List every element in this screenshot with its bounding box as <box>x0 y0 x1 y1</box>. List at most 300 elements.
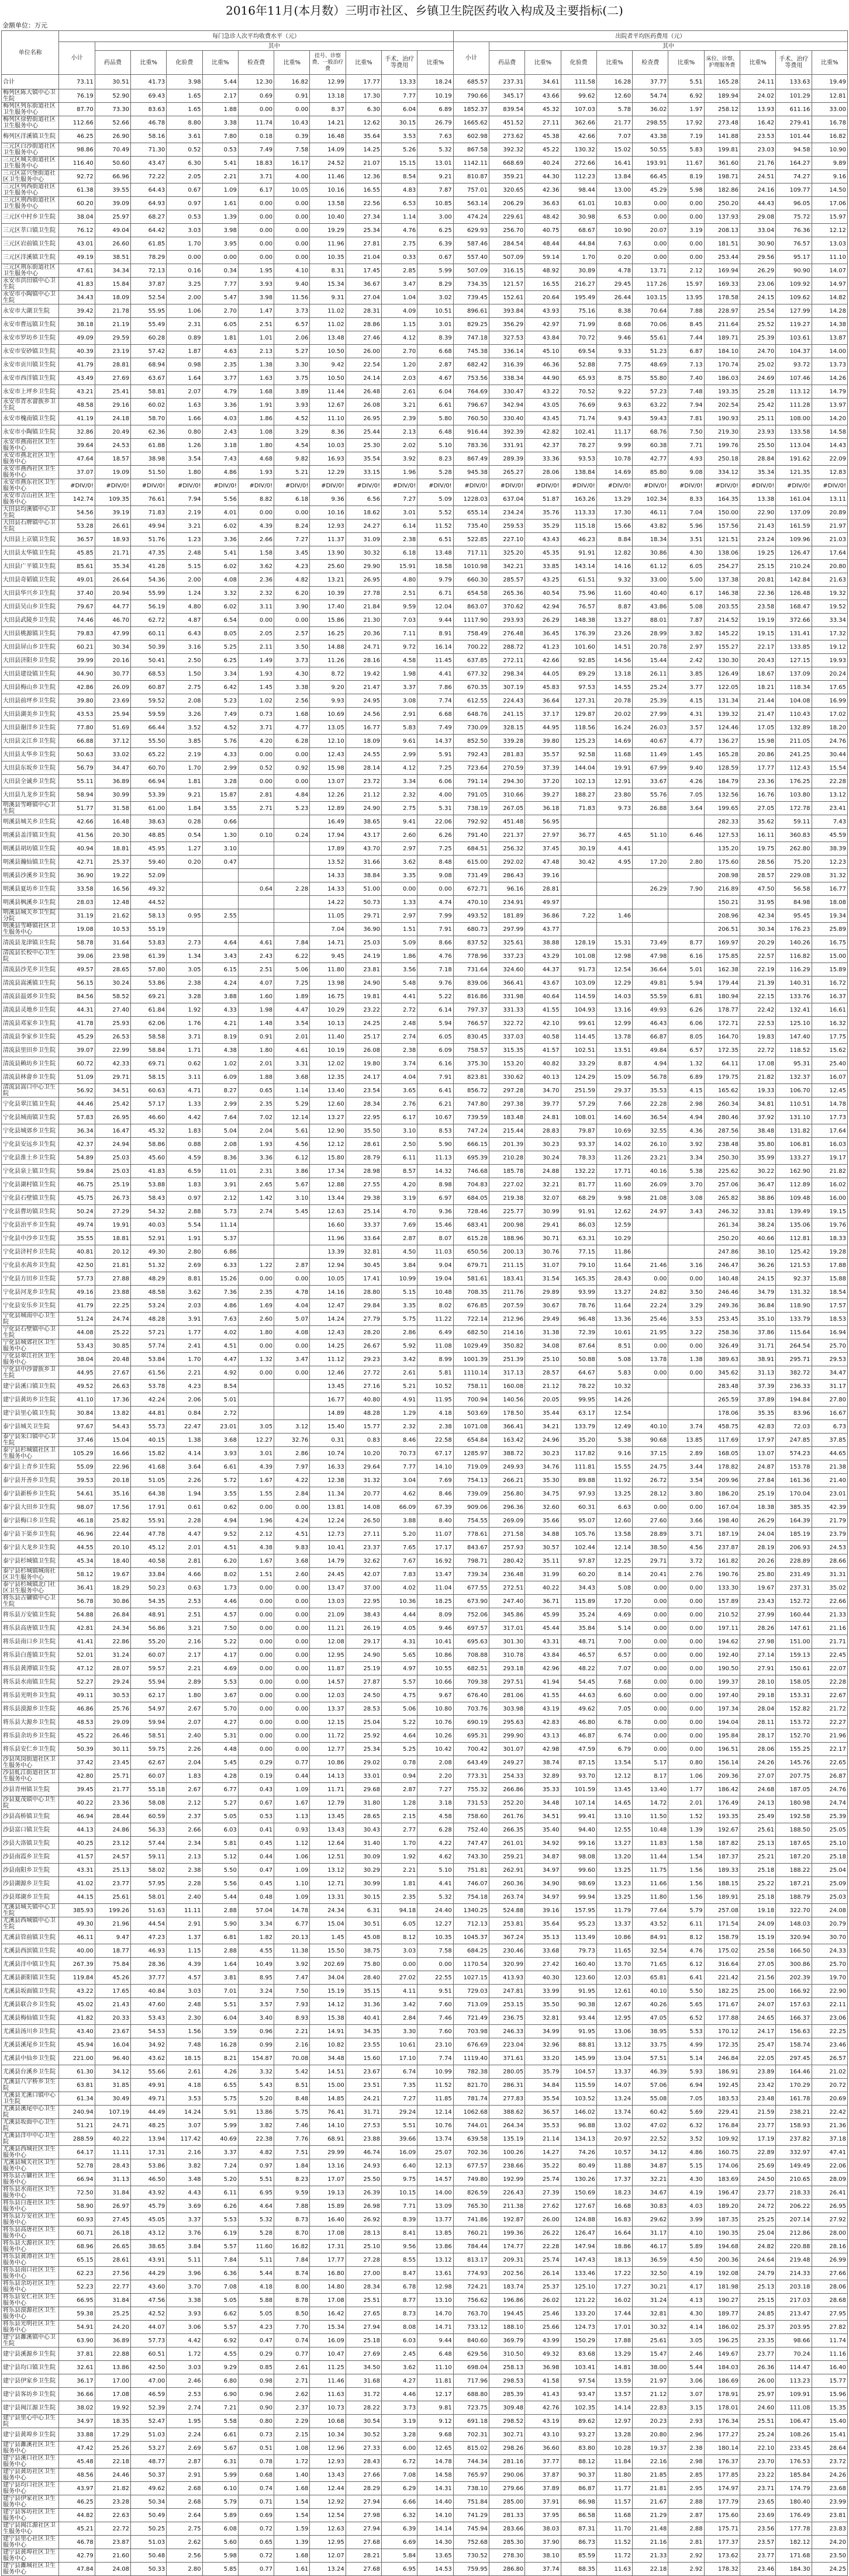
value-cell: 2.72 <box>202 1407 238 1420</box>
value-cell: 25.04 <box>346 1716 381 1729</box>
value-cell <box>561 882 596 896</box>
value-cell: 30.34 <box>95 640 130 654</box>
value-cell: 345.86 <box>489 1608 524 1622</box>
value-cell: 12.93 <box>310 520 346 533</box>
value-cell: 5.81 <box>202 1837 238 1850</box>
value-cell: 6.08 <box>202 2522 238 2536</box>
value-cell: 23.79 <box>812 1528 848 1541</box>
value-cell: 50.33 <box>131 2563 167 2576</box>
value-cell: 26.48 <box>346 385 381 399</box>
value-cell: 5.32 <box>417 1891 453 1904</box>
value-cell: 0.53 <box>167 210 202 224</box>
value-cell: 0.33 <box>381 251 417 264</box>
value-cell: 28.06 <box>740 1743 775 1756</box>
value-cell: 6.02 <box>202 520 238 533</box>
value-cell: 28.14 <box>346 761 381 775</box>
value-cell: 6.18 <box>274 493 310 506</box>
value-cell: 7.63 <box>417 130 453 143</box>
value-cell: 31.36 <box>346 1998 381 2011</box>
value-cell: 87.15 <box>561 1756 596 1770</box>
value-cell: 12.73 <box>310 1528 346 1541</box>
value-cell: 22.16 <box>633 2455 668 2468</box>
value-cell: 227.10 <box>489 533 524 546</box>
value-cell: 230.46 <box>489 1944 524 1958</box>
value-cell: 2.74 <box>238 1205 274 1218</box>
value-cell: 1142.11 <box>453 157 489 170</box>
value-cell: 23.56 <box>740 2522 775 2536</box>
value-cell: 246.32 <box>704 1205 740 1218</box>
value-cell: 14.26 <box>596 1393 632 1407</box>
value-cell: 206.29 <box>489 197 524 210</box>
value-cell: 2.72 <box>381 1003 417 1017</box>
value-cell: 60.93 <box>59 2213 95 2227</box>
value-cell: 187.20 <box>776 1850 812 1864</box>
unit-name-cell: 大田县石牌镇中心卫生院 <box>2 520 59 533</box>
value-cell: 2.04 <box>238 1124 274 1138</box>
value-cell: 1.91 <box>167 1232 202 1245</box>
value-cell: 0.00 <box>633 1716 668 1729</box>
table-row <box>2 103 848 116</box>
value-cell <box>668 909 704 923</box>
value-cell: 43.10 <box>525 2428 561 2442</box>
value-cell: 733.12 <box>453 2321 489 2334</box>
value-cell: 22.95 <box>346 1595 381 1608</box>
value-cell: 48.58 <box>131 1286 167 1299</box>
value-cell: 2.91 <box>167 2468 202 2482</box>
value-cell: 14.21 <box>310 116 346 130</box>
value-cell: 7.48 <box>668 385 704 399</box>
value-cell: 0.41 <box>238 1823 274 1837</box>
value-cell: 26.02 <box>525 2294 561 2307</box>
value-cell: 95.45 <box>776 909 812 923</box>
value-cell: 336.14 <box>489 345 524 358</box>
value-cell: 5.45 <box>274 1205 310 1218</box>
value-cell: 2.28 <box>274 882 310 896</box>
value-cell: 782.38 <box>453 2065 489 2079</box>
value-cell: 7.27 <box>381 2092 417 2106</box>
value-cell: 273.62 <box>489 130 524 143</box>
unit-name-cell: 将乐县南口社区卫生服务中心 <box>2 2267 59 2280</box>
value-cell: 330.62 <box>489 1071 524 1084</box>
value-cell: 0.63 <box>167 1581 202 1595</box>
value-cell: 49.62 <box>131 2482 167 2495</box>
value-cell: #DIV/0! <box>346 479 381 493</box>
table-row <box>2 936 848 950</box>
value-cell: 1.50 <box>167 667 202 681</box>
value-cell: 225.77 <box>489 1205 524 1218</box>
value-cell: 13.16 <box>310 2159 346 2173</box>
value-cell: 2.01 <box>238 1057 274 1071</box>
value-cell: 2.35 <box>202 358 238 372</box>
value-cell: 4.51 <box>202 1339 238 1353</box>
table-row <box>2 640 848 654</box>
value-cell: 7.35 <box>381 2079 417 2092</box>
value-cell: 133.76 <box>776 990 812 1003</box>
value-cell: 11.10 <box>310 412 346 425</box>
value-cell: 57.42 <box>131 345 167 358</box>
value-cell: 13.24 <box>596 2092 632 2106</box>
value-cell: 12.82 <box>596 546 632 560</box>
value-cell: 199.76 <box>704 439 740 452</box>
value-cell: 15.80 <box>310 1151 346 1165</box>
value-cell: 237.87 <box>704 1541 740 1554</box>
value-cell: 20.49 <box>95 425 130 439</box>
value-cell: 189.33 <box>704 1864 740 1877</box>
value-cell: 9.81 <box>417 2401 453 2415</box>
value-cell: 28.09 <box>812 2173 848 2186</box>
value-cell: 752.68 <box>453 2536 489 2549</box>
value-cell: 3.07 <box>167 2119 202 2132</box>
value-cell: 6.14 <box>381 520 417 533</box>
value-cell: 14.24 <box>167 2106 202 2119</box>
value-cell: 16.32 <box>812 1017 848 1030</box>
value-cell: 1.67 <box>238 1474 274 1487</box>
value-cell: 1.49 <box>238 654 274 667</box>
value-cell: 62.17 <box>131 1689 167 1702</box>
value-cell: 38.84 <box>346 869 381 882</box>
value-cell: 115.89 <box>561 1595 596 1608</box>
unit-name-cell: 将乐县万安镇卫生院 <box>2 1608 59 1622</box>
unit-name-cell: 宁化县曹坊镇卫生院 <box>2 1205 59 1218</box>
value-cell: 85.59 <box>561 2549 596 2563</box>
value-cell: 271.58 <box>489 1528 524 1541</box>
value-cell: 0.00 <box>238 1675 274 1689</box>
value-cell: 40.58 <box>525 1030 561 1044</box>
value-cell: 27.00 <box>346 2267 381 2280</box>
value-cell: 27.98 <box>346 2509 381 2522</box>
value-cell: 2.60 <box>274 1568 310 1581</box>
value-cell: 26.29 <box>740 264 775 278</box>
value-cell: 46.96 <box>59 1528 95 1541</box>
table-row <box>2 385 848 399</box>
value-cell: 2.97 <box>381 909 417 923</box>
value-cell: 18.67 <box>740 667 775 681</box>
value-cell: 0.00 <box>274 1716 310 1729</box>
value-cell: 643.49 <box>453 1756 489 1770</box>
value-cell: 24.85 <box>740 2307 775 2321</box>
value-cell: 68.94 <box>131 358 167 372</box>
value-cell: 45.05 <box>131 2213 167 2227</box>
value-cell: 6.02 <box>202 600 238 614</box>
value-cell: 695.63 <box>453 1635 489 1649</box>
value-cell: 320.94 <box>776 1931 812 1944</box>
value-cell: 125.42 <box>776 1245 812 1259</box>
value-cell: 24.90 <box>346 802 381 815</box>
value-cell: 211.15 <box>489 1259 524 1272</box>
value-cell: 46.17 <box>633 2240 668 2253</box>
unit-name-cell: 永安市安砂镇卫生院 <box>2 345 59 358</box>
value-cell: 753.56 <box>453 372 489 385</box>
value-cell: 2.05 <box>167 170 202 183</box>
table-row <box>2 802 848 815</box>
value-cell: 9.44 <box>417 614 453 627</box>
value-cell: 240.94 <box>59 2106 95 2119</box>
value-cell: 23.69 <box>740 2509 775 2522</box>
value-cell: 12.95 <box>596 2011 632 2025</box>
value-cell: 5.65 <box>381 1649 417 1662</box>
value-cell: 25.54 <box>740 304 775 318</box>
value-cell: 2.34 <box>167 1837 202 1850</box>
value-cell: 1.86 <box>238 412 274 425</box>
value-cell: 9.47 <box>95 1931 130 1944</box>
value-cell: 8.81 <box>167 1272 202 1286</box>
value-cell: 31.84 <box>95 2294 130 2307</box>
value-cell: 42.10 <box>525 1017 561 1030</box>
value-cell: 61.01 <box>561 197 596 210</box>
value-cell: 326.49 <box>704 1339 740 1353</box>
value-cell: 29.59 <box>95 331 130 345</box>
value-cell: 4.99 <box>668 2038 704 2052</box>
value-cell: 2.96 <box>668 2428 704 2442</box>
value-cell: 0.72 <box>238 2549 274 2563</box>
value-cell: 98.08 <box>561 1850 596 1864</box>
value-cell: 5.37 <box>202 1232 238 1245</box>
value-cell: 4.14 <box>167 1447 202 1460</box>
value-cell: 76.12 <box>59 224 95 237</box>
value-cell: 46.87 <box>561 1729 596 1743</box>
unit-name-cell: 建宁县溪口社区卫生服务中心 <box>2 2455 59 2468</box>
value-cell: 61.51 <box>561 573 596 587</box>
value-cell: 257.08 <box>704 1904 740 1917</box>
value-cell: 34.48 <box>525 1796 561 1810</box>
value-cell: 26.44 <box>596 291 632 304</box>
table-row <box>2 1649 848 1662</box>
value-cell: 15.41 <box>812 2428 848 2442</box>
value-cell: 22.42 <box>740 1003 775 1017</box>
value-cell: 47.78 <box>131 1528 167 1541</box>
value-cell: 84.98 <box>776 896 812 909</box>
value-cell: 246.33 <box>489 2025 524 2038</box>
value-cell: 3.53 <box>167 2092 202 2106</box>
value-cell: 94.40 <box>561 1823 596 1837</box>
value-cell: 1.46 <box>596 909 632 923</box>
value-cell: 12.97 <box>596 2415 632 2428</box>
value-cell: 28.86 <box>346 318 381 331</box>
value-cell: 309.48 <box>489 2401 524 2415</box>
value-cell: 7.68 <box>596 1675 632 1689</box>
value-cell: 16.61 <box>812 1003 848 1017</box>
value-cell: 19.91 <box>95 1218 130 1232</box>
unit-name-cell: 建宁县客坊社区卫生服务中心 <box>2 2509 59 2522</box>
value-cell: 24.87 <box>740 1460 775 1474</box>
value-cell: #DIV/0! <box>453 479 489 493</box>
value-cell: 140.56 <box>489 1393 524 1407</box>
value-cell: 15.77 <box>346 1420 381 1434</box>
value-cell: 7.51 <box>274 2146 310 2159</box>
value-cell: 46.50 <box>131 2173 167 2186</box>
value-cell: 150.69 <box>561 2186 596 2200</box>
value-cell: 4.10 <box>668 2227 704 2240</box>
value-cell: 178.01 <box>704 2401 740 2415</box>
unit-name-cell: 大田县太华乡卫生院 <box>2 748 59 761</box>
value-cell: 5.32 <box>417 143 453 157</box>
value-cell: 0.00 <box>238 748 274 761</box>
value-cell: 18.83 <box>238 157 274 170</box>
header-inpatient-col: 比重% <box>525 51 561 75</box>
value-cell: 8.38 <box>596 304 632 318</box>
value-cell: 4.76 <box>417 950 453 963</box>
value-cell: 238.48 <box>704 1138 740 1151</box>
value-cell: 816.86 <box>453 990 489 1003</box>
value-cell: 50.37 <box>131 2468 167 2482</box>
value-cell: 95.07 <box>561 1514 596 1528</box>
value-cell <box>561 869 596 882</box>
value-cell: 1.39 <box>274 2536 310 2549</box>
value-cell: 5.22 <box>202 1635 238 1649</box>
value-cell: 26.10 <box>633 1138 668 1151</box>
value-cell: 35.44 <box>525 1407 561 1420</box>
value-cell: 25.04 <box>740 2227 775 2240</box>
value-cell: 5.10 <box>417 439 453 452</box>
value-cell: 1.09 <box>274 1891 310 1904</box>
value-cell: 25.97 <box>95 210 130 224</box>
value-cell: 27.80 <box>812 1393 848 1407</box>
value-cell: 12.60 <box>596 89 632 103</box>
value-cell: 61.88 <box>131 439 167 452</box>
value-cell: 5.10 <box>417 1864 453 1877</box>
value-cell: 137.09 <box>776 667 812 681</box>
value-cell: 26.08 <box>346 1044 381 1057</box>
value-cell: 18.57 <box>95 452 130 466</box>
value-cell: 388.72 <box>489 1447 524 1460</box>
value-cell: 6.12 <box>668 1958 704 1971</box>
value-cell: 23.87 <box>95 2536 130 2549</box>
value-cell: 4.66 <box>167 1568 202 1581</box>
value-cell: 83.96 <box>776 1407 812 1420</box>
value-cell: 57.95 <box>131 1877 167 1891</box>
value-cell: 29.45 <box>596 278 632 291</box>
value-cell <box>274 1218 310 1232</box>
value-cell: 1.68 <box>274 708 310 721</box>
value-cell: 2.29 <box>274 2415 310 2428</box>
unit-name-cell: 合计 <box>2 75 59 89</box>
value-cell: 22.55 <box>417 1971 453 1985</box>
value-cell: 34.81 <box>740 1097 775 1111</box>
value-cell: 19.32 <box>812 587 848 600</box>
value-cell: 792.43 <box>453 748 489 761</box>
value-cell: 16.60 <box>310 1218 346 1232</box>
value-cell: 36.60 <box>525 2442 561 2455</box>
value-cell: 45.38 <box>525 130 561 143</box>
value-cell: 32.62 <box>346 1554 381 1568</box>
value-cell: 206.93 <box>776 1541 812 1554</box>
table-row <box>2 2280 848 2294</box>
value-cell: 121.57 <box>489 278 524 291</box>
value-cell: 4.82 <box>238 2146 274 2159</box>
value-cell: 1.09 <box>274 1783 310 1796</box>
unit-name-cell: 明溪县沙溪乡卫生院 <box>2 869 59 882</box>
value-cell: 15.55 <box>596 1460 632 1474</box>
value-cell: 13.06 <box>596 2025 632 2038</box>
value-cell: 42.98 <box>525 1743 561 1756</box>
table-row <box>2 2361 848 2374</box>
unit-name-cell: 永安市吉山社区卫生服务中心 <box>2 493 59 506</box>
value-cell: 4.44 <box>381 1608 417 1622</box>
value-cell: 2.86 <box>381 1326 417 1339</box>
value-cell: 0.97 <box>238 2159 274 2173</box>
value-cell: 9.21 <box>167 788 202 802</box>
value-cell: 24.71 <box>95 2119 130 2132</box>
value-cell: 250.30 <box>704 1151 740 1165</box>
value-cell: 25.24 <box>633 681 668 694</box>
table-row <box>2 75 848 89</box>
value-cell: 1.08 <box>274 2442 310 2455</box>
value-cell: 177.88 <box>704 2011 740 2025</box>
value-cell: 21.40 <box>812 1474 848 1487</box>
value-cell: 14.16 <box>596 560 632 573</box>
value-cell: #DIV/0! <box>668 479 704 493</box>
value-cell: 0.00 <box>381 882 417 896</box>
value-cell: 14.89 <box>310 1407 346 1420</box>
table-row <box>2 520 848 533</box>
value-cell: 2.92 <box>668 2563 704 2576</box>
value-cell: 12.14 <box>274 1111 310 1124</box>
value-cell: 5.69 <box>668 2106 704 2119</box>
value-cell: #DIV/0! <box>167 479 202 493</box>
unit-name-cell: 三元区荆东街道社区卫生服务中心 <box>2 264 59 278</box>
value-cell: 15.40 <box>310 1420 346 1434</box>
value-cell: 40.03 <box>131 1218 167 1232</box>
value-cell: 47.42 <box>59 2442 95 2455</box>
value-cell: 40.84 <box>131 1985 167 1998</box>
value-cell: 8.29 <box>417 278 453 291</box>
value-cell: 0.00 <box>274 103 310 116</box>
unit-name-cell: 将乐县水南社区卫生服务中心 <box>2 2186 59 2200</box>
value-cell: 3.72 <box>668 1554 704 1568</box>
value-cell: 57.06 <box>633 2079 668 2092</box>
value-cell: 0.43 <box>238 1783 274 1796</box>
value-cell: 2.97 <box>381 842 417 856</box>
value-cell: 99.16 <box>561 1837 596 1850</box>
value-cell: 23.69 <box>95 694 130 708</box>
value-cell: 37.17 <box>525 708 561 721</box>
value-cell: 54.97 <box>131 1702 167 1716</box>
value-cell <box>202 882 238 896</box>
value-cell: 39.80 <box>525 735 561 748</box>
value-cell: 9.93 <box>310 694 346 708</box>
value-cell: 46.78 <box>131 116 167 130</box>
value-cell: 28.43 <box>346 2455 381 2468</box>
value-cell: 0.62 <box>167 1057 202 1071</box>
value-cell: 13.03 <box>310 1595 346 1608</box>
value-cell: 17.57 <box>812 1299 848 1313</box>
value-cell: 1.92 <box>167 1003 202 1017</box>
value-cell: 20.30 <box>95 829 130 842</box>
value-cell: 11.46 <box>310 170 346 183</box>
value-cell: 161.36 <box>776 1474 812 1487</box>
value-cell: 97.53 <box>561 681 596 694</box>
value-cell: 34.12 <box>95 2065 130 2079</box>
value-cell: 375.30 <box>453 1057 489 1071</box>
value-cell: 22.25 <box>812 2025 848 2038</box>
value-cell: 2.53 <box>167 1595 202 1608</box>
value-cell: 557.40 <box>453 251 489 264</box>
value-cell: 4.68 <box>238 452 274 466</box>
value-cell: 14.60 <box>596 1111 632 1124</box>
value-cell: 2.07 <box>167 385 202 399</box>
value-cell: 18.24 <box>417 75 453 89</box>
value-cell: 45.99 <box>525 1608 561 1622</box>
value-cell: 0.54 <box>167 829 202 842</box>
value-cell: 1228.03 <box>453 493 489 506</box>
value-cell: 20.18 <box>95 1474 130 1487</box>
value-cell: 5.45 <box>202 1756 238 1770</box>
unit-name-cell: 将乐县余坊乡卫生院 <box>2 1729 59 1743</box>
value-cell: 26.09 <box>95 681 130 694</box>
value-cell: 451.48 <box>489 815 524 829</box>
value-cell: 21.77 <box>596 116 632 130</box>
value-cell: 7.83 <box>381 1568 417 1581</box>
